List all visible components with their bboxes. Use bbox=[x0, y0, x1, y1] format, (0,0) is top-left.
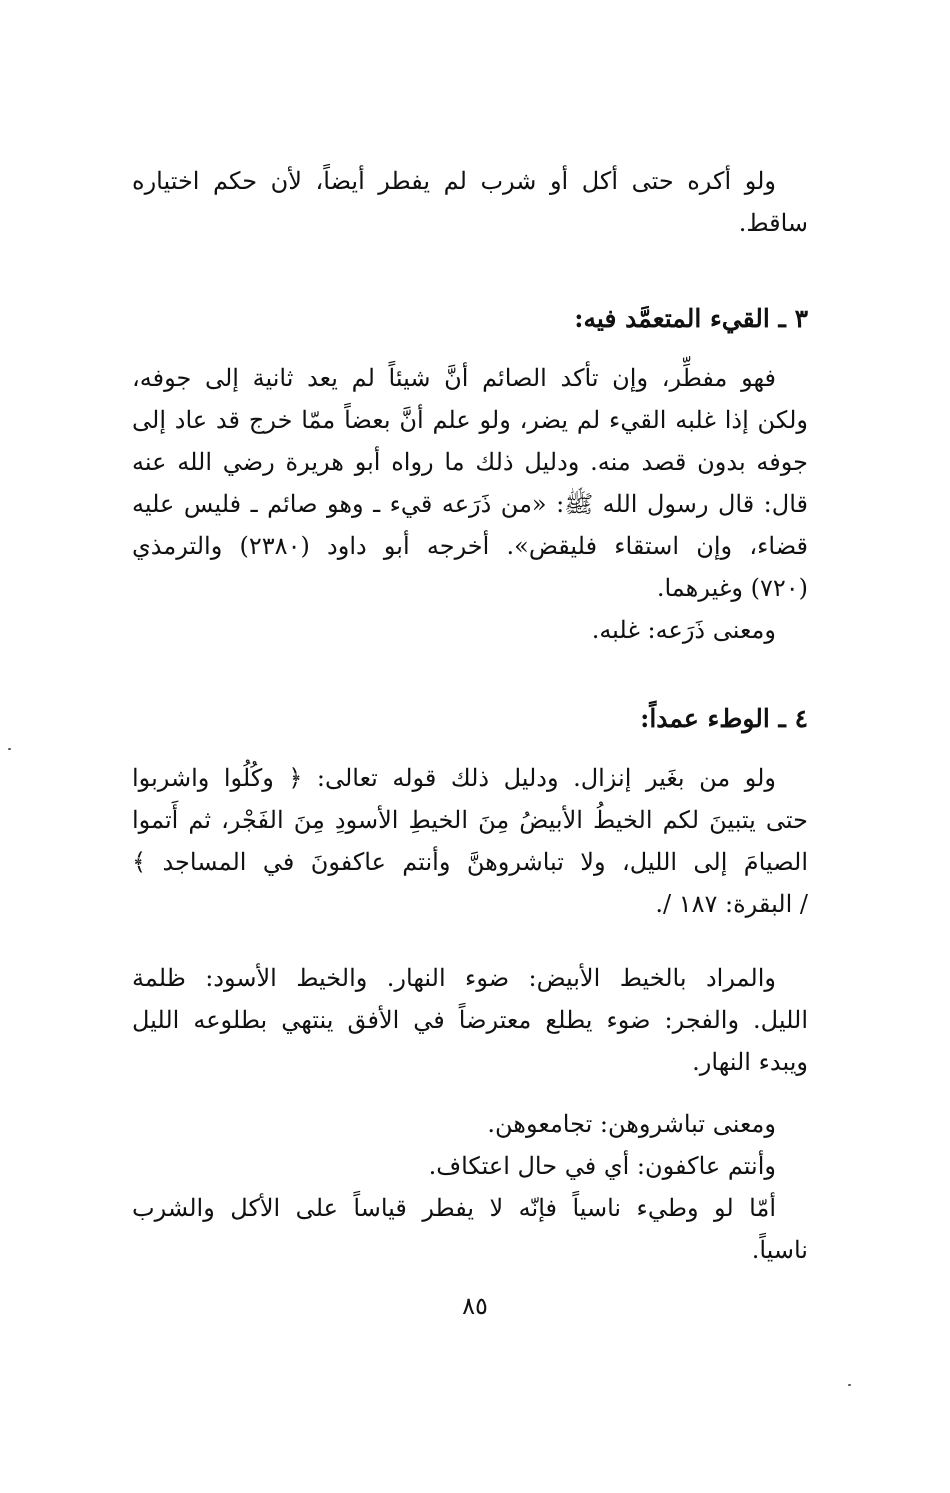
text-line: ولو أكره حتى أكل أو شرب لم يفطر أيضاً، لأن حكم اختياره bbox=[132, 167, 776, 195]
page-number: ٨٥ bbox=[462, 1292, 488, 1320]
meaning-line: وأنتم عاكفون: أي في حال اعتكاف. bbox=[428, 1152, 776, 1180]
text-line: الصيامَ إلى الليل، ولا تباشروهنَّ وأنتم عاكفونَ في المساجد ﴾ bbox=[132, 848, 808, 876]
paragraph-meanings bbox=[132, 1103, 808, 1271]
text-line: والمراد بالخيط الأبيض: ضوء النهار. والخيط الأسود: ظلمة bbox=[132, 964, 776, 992]
text-line: أمّا لو وطيء ناسياً فإنّه لا يفطر قياساً على الأكل والشرب bbox=[132, 1194, 776, 1222]
text-line: حتى يتبينَ لكم الخيطُ الأبيضُ مِنَ الخيطِ الأسودِ مِنَ الفَجْر، ثم أَتموا bbox=[132, 806, 808, 834]
text-line: قضاء، وإن استقاء فليقض». أخرجه أبو داود (٢٣٨٠) والترمذي bbox=[132, 532, 808, 560]
text-line: قال: قال رسول الله ﷺ: «من ذَرَعه قيء ـ وهو صائم ـ فليس عليه bbox=[132, 490, 808, 518]
text-line: ويبدء النهار. bbox=[692, 1048, 808, 1076]
text-line: / البقرة: ١٨٧ /. bbox=[655, 890, 808, 918]
text-line: ولو من بغَير إنزال. ودليل ذلك قوله تعالى: ﴿ وكُلُوا واشربوا bbox=[132, 764, 776, 792]
meaning-line: ومعنى ذَرَعه: غلبه. bbox=[591, 616, 776, 644]
meaning-line: ومعنى تباشروهن: تجامعوهن. bbox=[487, 1110, 776, 1138]
paragraph-explanation bbox=[132, 957, 808, 1083]
text-line: ولكن إذا غلبه القيء لم يضر، ولو علم أنَّ بعضاً ممّا خرج قد عاد إلى bbox=[132, 406, 808, 434]
paragraph-coercion bbox=[132, 160, 808, 244]
paragraph-vomiting bbox=[132, 357, 808, 651]
section-heading-vomiting: ٣ ـ القيء المتعمَّد فيه: bbox=[574, 304, 808, 333]
paragraph-intercourse bbox=[132, 757, 808, 925]
scan-speck bbox=[848, 1384, 851, 1386]
text-line: ساقط. bbox=[738, 209, 808, 237]
text-line: فهو مفطِّر، وإن تأكد الصائم أنَّ شيئاً لم يعد ثانية إلى جوفه، bbox=[132, 364, 776, 392]
section-heading-intercourse: ٤ ـ الوطء عمداً: bbox=[640, 704, 808, 733]
text-line: جوفه بدون قصد منه. ودليل ذلك ما رواه أبو هريرة رضي الله عنه bbox=[132, 448, 808, 476]
text-line: (٧٢٠) وغيرهما. bbox=[656, 574, 808, 602]
scan-speck bbox=[8, 748, 11, 750]
text-line: ناسياً. bbox=[751, 1236, 808, 1264]
text-line: الليل. والفجر: ضوء يطلع معترضاً في الأفق ينتهي بطلوعه الليل bbox=[132, 1006, 808, 1034]
